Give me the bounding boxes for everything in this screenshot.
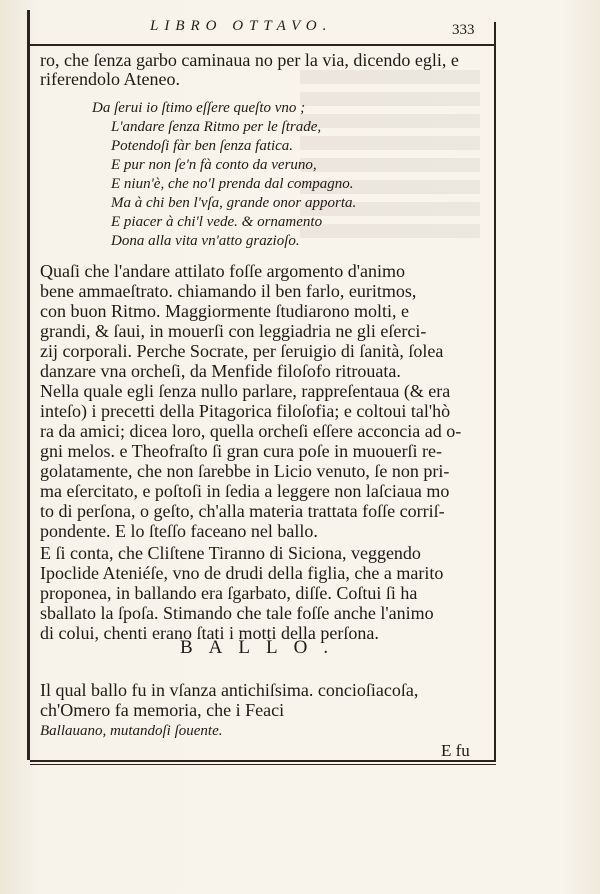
verse-line: Dona alla vita vn'atto grazioſo.: [111, 233, 300, 249]
right-border-rule: [494, 22, 496, 762]
text-line: gni melos. e Theofraſto ſi gran cura poſe in muouerſi re-: [40, 441, 443, 461]
catchword: E fu: [441, 741, 470, 760]
verse-line: E niun'è, che no'l prenda dal compagno.: [111, 176, 354, 192]
text-line: grandi, & ſaui, in mouerſi con leggiadria ne gli eſerci-: [40, 321, 427, 341]
verse-line: L'andare ſenza Ritmo per le ſtrade,: [111, 119, 322, 135]
text-line: ch'Omero fa memoria, che i Feaci: [40, 700, 285, 720]
text-line: golatamente, che non ſarebbe in Licio venuto, ſe non pri-: [40, 461, 450, 481]
verse-line: Da ſerui io ſtimo eſſere queſto vno ;: [92, 100, 306, 116]
running-head: LIBRO OTTAVO.: [150, 18, 333, 34]
text-line: sballato la ſpoſa. Stimando che tale foſſe anche l'animo: [40, 603, 434, 623]
text-line: ma eſercitato, e poſtoſi in ſedia a leggere non laſciaua mo: [40, 481, 450, 501]
text-line: Quaſi che l'andare attilato foſſe argomento d'animo: [40, 261, 406, 281]
verse-line: E pur non ſe'n fà conto da veruno,: [111, 157, 317, 173]
text-line: pondente. E lo ſteſſo faceano nel ballo.: [40, 521, 318, 541]
show-through-texture: [300, 70, 480, 260]
left-border-rule: [27, 10, 30, 760]
text-line: con buon Ritmo. Maggiormente ſtudiarono molti, e: [40, 301, 409, 321]
verse-line: Potendoſi fàr ben ſenza fatica.: [111, 138, 294, 154]
text-line: danzare vna orcheſi, da Menfide filoſofo ritrouata.: [40, 361, 401, 381]
footer-rule-upper: [30, 760, 496, 762]
verse-line: Ballauano, mutandoſi ſouente.: [40, 723, 223, 739]
text-line: zij corporali. Perche Socrate, per ſeruigio di ſanità, ſolea: [40, 341, 444, 361]
page-number: 333: [452, 22, 475, 38]
header-rule: [30, 44, 495, 46]
text-line: bene ammaeſtrato. chiamando il ben farlo, euritmos,: [40, 281, 417, 301]
text-line: di colui, chenti erano ſtati i motti della perſona.: [40, 623, 379, 643]
section-heading: BALLO.: [180, 637, 345, 658]
verse-line: E piacer à chi'l vede. & ornamento: [111, 214, 323, 230]
text-line: Ipoclide Ateniéſe, vno de drudi della figlia, che a marito: [40, 563, 444, 583]
text-line: Nella quale egli ſenza nullo parlare, rappreſentaua (& era: [40, 381, 451, 401]
text-line: proponea, in ballando era ſgarbato, diſſe. Coſtui ſi ha: [40, 583, 418, 603]
text-line: ro, che ſenza garbo caminaua no per la via, dicendo egli, e: [40, 50, 459, 70]
footer-rule-lower: [30, 764, 496, 765]
text-line: ra da amici; dicea loro, quella orcheſi eſſere acconcia ad o-: [40, 421, 462, 441]
verse-line: Ma à chi ben l'vſa, grande onor apporta.: [111, 195, 357, 211]
text-line: Il qual ballo fu in vſanza antichiſsima. concioſiacoſa,: [40, 680, 419, 700]
text-line: to di perſona, o geſto, ch'alla materia trattata foſſe corriſ-: [40, 501, 445, 521]
text-line: E ſi conta, che Cliſtene Tiranno di Siciona, veggendo: [40, 543, 421, 563]
text-line: riferendolo Ateneo.: [40, 69, 180, 89]
text-line: inteſo) i precetti della Pitagorica filoſofia; e coltoui tal'hò: [40, 401, 451, 421]
